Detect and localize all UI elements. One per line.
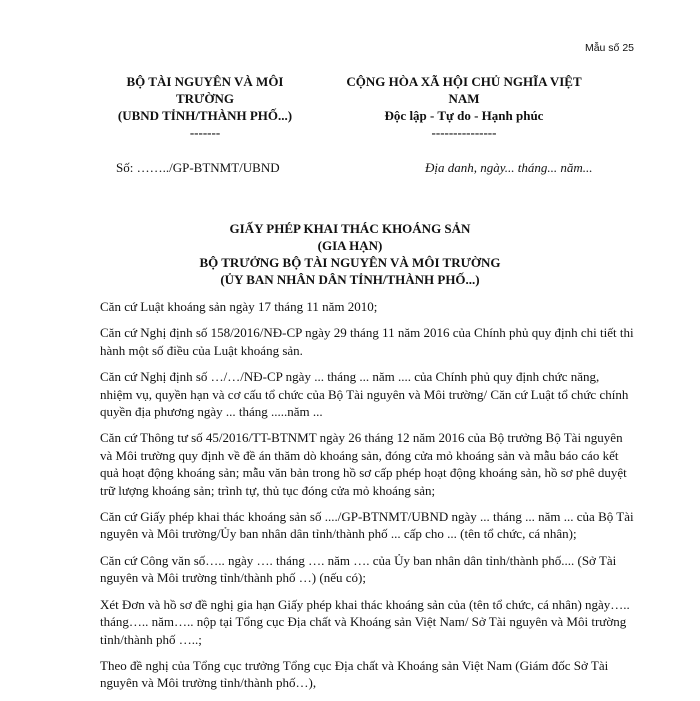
title-line-4: (ỦY BAN NHÂN DÂN TỈNH/THÀNH PHỐ...) [220,272,480,287]
document-body [100,298,634,701]
title-line-2: (GIA HẠN) [317,238,383,253]
authority-line-3: (UBND TỈNH/THÀNH PHỐ...) [117,108,293,123]
form-number: Mẫu số 25 [584,42,634,54]
nation-line-2: NAM [448,91,480,106]
paragraph: Căn cứ Công văn số….. ngày …. tháng …. năm …. của Ủy ban nhân dân tỉnh/thành phố.... (Sở Tài nguyên và Môi trường tỉnh/thành phố …) (nếu có); [100,552,617,586]
reference-number: Số: ……../GP-BTNMT/UBND [116,160,280,175]
issuing-authority-header [100,73,310,141]
place-date-line: Địa danh, ngày... tháng... năm... [425,160,593,175]
paragraph: Căn cứ Luật khoáng sản ngày 17 tháng 11 năm 2010; [100,299,378,314]
paragraph: Căn cứ Nghị định số 158/2016/NĐ-CP ngày 29 tháng 11 năm 2016 của Chính phủ quy định chi tiết thi hành một số điều của Luật khoáng sản. [100,325,634,358]
nation-line-1: CỘNG HÒA XÃ HỘI CHỦ NGHĨA VIỆT [346,74,582,89]
paragraph: Căn cứ Nghị định số …/…/NĐ-CP ngày ... tháng ... năm .... của Chính phủ quy định chức năng, nhiệm vụ, quyền hạn và cơ cấu tổ chức của Bộ Tài nguyên và Môi trường/ Căn cứ Luật tổ chức chính quyền địa phương ngày ... tháng .....năm ... [100,369,629,420]
authority-line-2: TRƯỜNG [175,91,235,106]
paragraph: Căn cứ Thông tư số 45/2016/TT-BTNMT ngày 26 tháng 12 năm 2016 của Bộ trưởng Bộ Tài nguyên và Môi trường quy định về đề án thăm dò khoáng sản, đóng cửa mỏ khoáng sản và mẫu báo cáo kết quả hoạt động khoáng sản; mẫu văn bản trong hồ sơ cấp phép hoạt động khoáng sản, hồ sơ phê duyệt trữ lượng khoáng sản; trình tự, thủ tục đóng cửa mỏ khoáng sản; [100,430,627,498]
paragraph: Theo đề nghị của Tổng cục trưởng Tổng cục Địa chất và Khoáng sản Việt Nam (Giám đốc Sở Tài nguyên và Môi trường tỉnh/thành phố…), [100,657,609,691]
paragraph: Xét Đơn và hồ sơ đề nghị gia hạn Giấy phép khai thác khoáng sản của (tên tổ chức, cá nhân) ngày….. tháng….. năm….. nộp tại Tổng cục Địa chất và Khoáng sản Việt Nam/ Sở Tài nguyên và Môi trường tỉnh/thành phố …..; [100,596,630,647]
title-line-1: GIẤY PHÉP KHAI THÁC KHOÁNG SẢN [229,221,471,236]
motto-line: Độc lập - Tự do - Hạnh phúc [384,108,544,123]
motto-divider: --------------- [431,125,497,140]
national-motto-header [328,73,600,141]
title-line-3: BỘ TRƯỞNG BỘ TÀI NGUYÊN VÀ MÔI TRƯỜNG [199,255,501,270]
document-title [100,220,600,288]
authority-line-1: BỘ TÀI NGUYÊN VÀ MÔI [126,74,284,89]
authority-divider: ------- [189,125,221,140]
paragraph: Căn cứ Giấy phép khai thác khoáng sản số ..../GP-BTNMT/UBND ngày ... tháng ... năm ... của Bộ Tài nguyên và Môi trường/Ủy ban nhân dân tỉnh/thành phố ... cấp cho ... (tên tổ chức, cá nhân); [100,509,634,542]
